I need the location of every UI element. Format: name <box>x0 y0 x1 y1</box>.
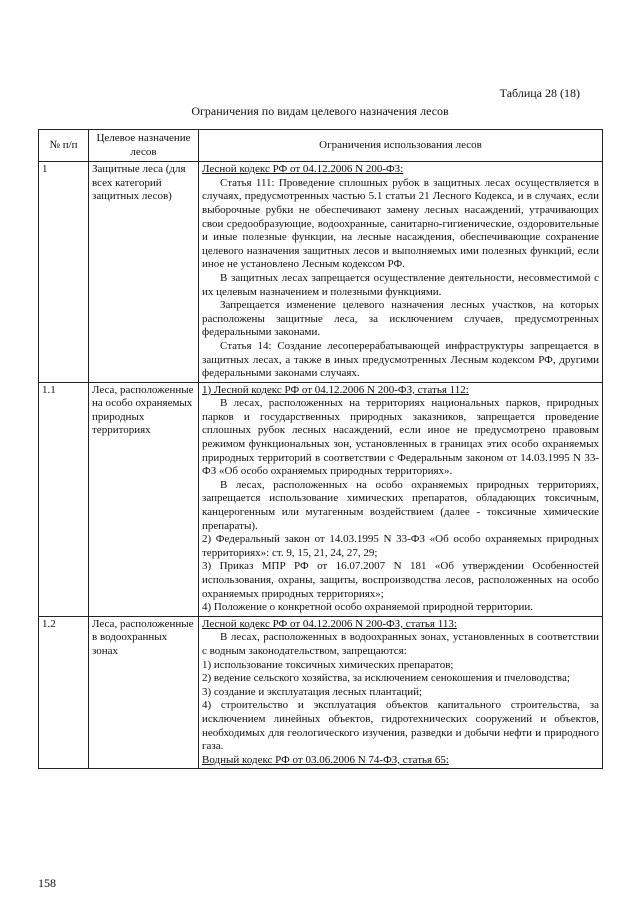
table-caption: Таблица 28 (18) <box>499 86 580 100</box>
law-reference: Лесной кодекс РФ от 04.12.2006 N 200-ФЗ: <box>202 163 404 176</box>
table-row <box>39 162 603 383</box>
restriction-paragraph: 2) Федеральный закон от 14.03.1995 N 33-ФЗ «Об особо охраняемых природных территориях»: ст. 9, 15, 21, 24, 27, 29; <box>202 533 599 559</box>
restriction-paragraph: 2) ведение сельского хозяйства, за исключением сенокошения и пчеловодства; <box>202 672 570 685</box>
table-row <box>39 382 603 616</box>
column-header-purpose: Целевое назначение лесов <box>89 130 199 162</box>
column-header-number: № п/п <box>39 130 89 162</box>
restrictions-table <box>38 129 603 769</box>
row-purpose: Защитные леса (для всех категорий защитных лесов) <box>89 162 199 383</box>
law-reference: 1) Лесной кодекс РФ от 04.12.2006 N 200-ФЗ, статья 112: <box>202 383 469 396</box>
restriction-paragraph: 3) Приказ МПР РФ от 16.07.2007 N 181 «Об утверждении Особенностей использования, охраны, защиты, воспроизводства лесов, расположенных на особо охраняемых природных территориях»; <box>202 560 599 600</box>
restriction-paragraph: Статья 111: Проведение сплошных рубок в защитных лесах осуществляется в случаях, предусмотренных частью 5.1 статьи 21 Лесного Кодекса, и в случаях, если выборочные рубки не обеспечивают замену лесных насаждений, утрачивающих свои средообразующие, водоохранные, санитарно-гигиенические, оздоровительные и иные полезные функции, на лесные насаждения, обеспечивающие сохранение целевого назначения защитных лесов и выполняемых ими полезных функций, если иное не установлено Лесным кодексом РФ. <box>202 176 599 271</box>
column-header-restrictions: Ограничения использования лесов <box>199 130 603 162</box>
restriction-paragraph: В защитных лесах запрещается осуществление деятельности, несовместимой с их целевым назначением и полезными функциями. <box>202 271 599 298</box>
row-number: 1.2 <box>39 616 89 769</box>
law-reference: Лесной кодекс РФ от 04.12.2006 N 200-ФЗ, статья 113: <box>202 617 457 630</box>
row-number: 1 <box>39 162 89 383</box>
restriction-paragraph: 4) строительство и эксплуатация объектов капитального строительства, за исключением линейных объектов, гидротехнических сооружений и объектов, необходимых для геологического изучения, разведки и добычи нефти и природного газа. <box>202 699 599 753</box>
restriction-paragraph: В лесах, расположенных на территориях национальных парков, природных парков и государственных природных заказников, запрещается проведение сплошных рубок лесных насаждений, если иное не предусмотрено правовым режимом функциональных зон, установленных в границах этих особо охраняемых природных территорий в соответствии с Федеральным законом от 14.03.1995 N 33-ФЗ «Об особо охраняемых природных территориях». <box>202 397 599 478</box>
page-title: Ограничения по видам целевого назначения лесов <box>191 104 449 118</box>
row-restrictions <box>199 616 603 769</box>
row-restrictions <box>199 162 603 383</box>
law-reference: Водный кодекс РФ от 03.06.2006 N 74-ФЗ, статья 65: <box>202 753 449 766</box>
restriction-paragraph: Запрещается изменение целевого назначения лесных участков, на которых расположены защитные леса, за исключением случаев, предусмотренных федеральными законами. <box>202 299 599 339</box>
restriction-paragraph: В лесах, расположенных на особо охраняемых природных территориях, запрещается использование химических препаратов, обладающих токсичным, канцерогенным или мутагенным воздействием (далее - токсичные химические препараты). <box>202 478 599 532</box>
table-header-row <box>39 130 603 162</box>
restriction-paragraph: Статья 14: Создание лесоперерабатывающей инфраструктуры запрещается в защитных лесах, а также в иных предусмотренных Лесным кодексом РФ, другими федеральными законами случаях. <box>202 339 599 380</box>
restriction-paragraph: 3) создание и эксплуатация лесных плантаций; <box>202 685 423 698</box>
row-number: 1.1 <box>39 382 89 616</box>
row-purpose: Леса, расположенные на особо охраняемых природных территориях <box>89 382 199 616</box>
row-purpose: Леса, расположенные в водоохранных зонах <box>89 616 199 769</box>
row-restrictions <box>199 382 603 616</box>
restriction-paragraph: В лесах, расположенных в водоохранных зонах, установленных в соответствии с водным законодательством, запрещаются: <box>202 631 599 657</box>
restriction-paragraph: 4) Положение о конкретной особо охраняемой природной территории. <box>202 601 534 614</box>
restriction-paragraph: 1) использование токсичных химических препаратов; <box>202 658 454 671</box>
page-number: 158 <box>38 876 56 890</box>
table-row <box>39 616 603 769</box>
